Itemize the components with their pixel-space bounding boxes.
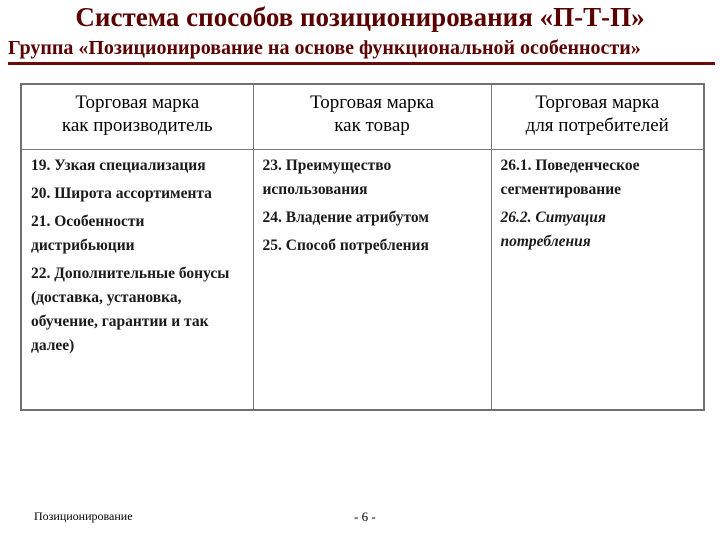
page-number: - 6 - — [354, 509, 376, 524]
column-consumers-items — [491, 150, 704, 410]
table-header-row — [21, 84, 704, 150]
positioning-table — [20, 83, 705, 411]
list-item: 26.2. Ситуация потребления — [500, 209, 606, 250]
column-heading-consumers — [491, 84, 704, 150]
column-heading-line: как товар — [334, 115, 410, 136]
list-item: 23. Преимущество использования — [262, 157, 392, 198]
list-item: 22. Дополнительные бонусы (доставка, установка, обучение, гарантии и так далее) — [31, 265, 230, 354]
column-product-items — [253, 150, 491, 410]
column-manufacturer-items — [21, 150, 253, 410]
list-item: 25. Способ потребления — [262, 237, 429, 254]
column-heading-line: Торговая марка — [75, 92, 200, 113]
header-divider — [8, 62, 715, 65]
column-heading-line: Торговая марка — [535, 92, 660, 113]
list-item: 19. Узкая специализация — [31, 157, 206, 174]
list-item: 26.1. Поведенческое сегментирование — [500, 157, 640, 198]
column-heading-manufacturer — [21, 84, 253, 150]
column-heading-product — [253, 84, 491, 150]
column-heading-line: Торговая марка — [310, 92, 434, 113]
table-body-row — [21, 150, 704, 410]
page-title: Система способов позиционирования «П-Т-П» — [75, 2, 645, 32]
list-item: 21. Особенности дистрибьюции — [31, 213, 145, 254]
list-item: 24. Владение атрибутом — [262, 209, 429, 226]
column-heading-line: для потребителей — [525, 115, 669, 136]
page-subtitle: Группа «Позиционирование на основе функциональной особенности» — [8, 37, 641, 59]
column-heading-line: как производитель — [61, 115, 213, 136]
footer-label: Позиционирование — [34, 509, 133, 523]
list-item: 20. Широта ассортимента — [31, 185, 212, 202]
